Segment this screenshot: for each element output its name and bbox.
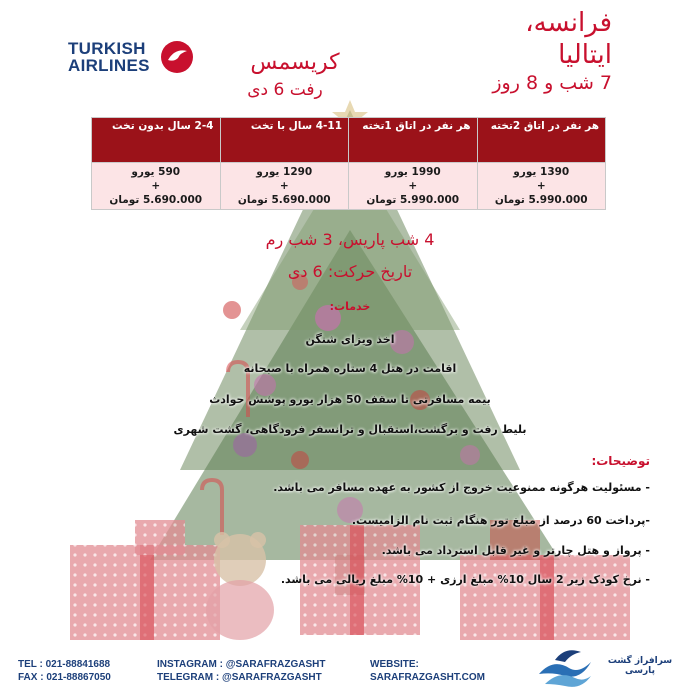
- notes-heading: توضیحات:: [591, 454, 650, 468]
- destination-title-line2: ایتالیا: [558, 40, 612, 70]
- header-double-room: هر نفر در اتاق 2تخته: [477, 118, 606, 163]
- service-item: بیمه مسافرتی تا سقف 50 هزار یورو پوشش حوادث: [209, 393, 491, 406]
- footer-website-block: [370, 658, 485, 684]
- price-cell-child-no-bed: [92, 163, 221, 210]
- destination-title-line1: فرانسه،: [525, 8, 612, 38]
- footer-website[interactable]: SARAFRAZGASHT.COM: [370, 672, 485, 683]
- service-item: اقامت در هتل 4 ستاره همراه با صبحانه: [243, 362, 457, 375]
- airline-name-line2: AIRLINES: [68, 56, 150, 75]
- note-item: -پرداخت 60 درصد از مبلغ تور هنگام ثبت نام الزامیست.: [351, 514, 650, 527]
- price-euro: 1290 یورو: [256, 166, 313, 178]
- company-logo-text: سرافراز گشت پارسی: [607, 656, 673, 676]
- price-toman: 5.690.000 تومان: [237, 194, 331, 206]
- footer-tel: TEL : 021-88841688: [18, 659, 111, 670]
- footer-fax: FAX : 021-88867050: [18, 672, 111, 683]
- sarafraz-gasht-logo: [535, 640, 685, 696]
- occasion-title: کریسمس: [250, 50, 340, 75]
- footer-instagram[interactable]: INSTAGRAM : @SARAFRAZGASHT: [157, 659, 326, 670]
- wave-logo-icon: [535, 640, 595, 690]
- price-euro: 1390 یورو: [513, 166, 570, 178]
- price-euro: 590 یورو: [131, 166, 181, 178]
- footer-phones: [18, 658, 111, 684]
- price-plus: +: [151, 180, 161, 192]
- tour-duration: 7 شب و 8 روز: [492, 72, 612, 94]
- price-table-wrapper: [91, 117, 606, 210]
- service-item: اخذ ویزای شنگن: [305, 333, 395, 346]
- price-cell-child-bed: [220, 163, 349, 210]
- price-plus: +: [279, 180, 289, 192]
- header-single-room: هر نفر در اتاق 1تخته: [349, 118, 478, 163]
- price-table-row: [92, 163, 606, 210]
- price-toman: 5.990.000 تومان: [366, 194, 460, 206]
- footer-website-label: WEBSITE:: [370, 659, 419, 670]
- footer-telegram[interactable]: TELEGRAM : @SARAFRAZGASHT: [157, 672, 322, 683]
- itinerary: 4 شب پاریس، 3 شب رم: [265, 230, 435, 249]
- price-cell-double: [477, 163, 606, 210]
- price-table-header-row: [92, 118, 606, 163]
- note-item: - پرواز و هتل چارتر و غیر قابل استرداد می باشد.: [381, 544, 650, 557]
- footer-social: [157, 658, 325, 684]
- note-item: - مسئولیت هرگونه ممنوعیت خروج از کشور به عهده مسافر می باشد.: [273, 481, 650, 494]
- price-cell-single: [349, 163, 478, 210]
- note-item: - نرخ کودک زیر 2 سال 10% مبلغ ارزی + 10% مبلغ ریالی می باشد.: [280, 573, 650, 586]
- price-euro: 1990 یورو: [384, 166, 441, 178]
- departure-label: رفت 6 دی: [247, 80, 323, 100]
- price-plus: +: [536, 180, 546, 192]
- service-item: بلیط رفت و برگشت،استقبال و ترانسفر فرودگاهی، گشت شهری: [173, 423, 527, 436]
- price-plus: +: [408, 180, 418, 192]
- price-toman: 5.690.000 تومان: [109, 194, 203, 206]
- departure-date: تاریخ حرکت: 6 دی: [287, 262, 413, 281]
- turkish-airlines-bird-icon: [160, 40, 194, 74]
- services-heading: خدمات:: [329, 300, 371, 313]
- header-child-with-bed: 4-11 سال با تخت: [220, 118, 349, 163]
- price-table: [91, 117, 606, 210]
- price-toman: 5.990.000 تومان: [494, 194, 588, 206]
- airline-name-line1: TURKISH: [68, 39, 146, 58]
- turkish-airlines-logo: [68, 40, 193, 80]
- footer: [0, 648, 700, 700]
- header-child-no-bed: 2-4 سال بدون تخت: [92, 118, 221, 163]
